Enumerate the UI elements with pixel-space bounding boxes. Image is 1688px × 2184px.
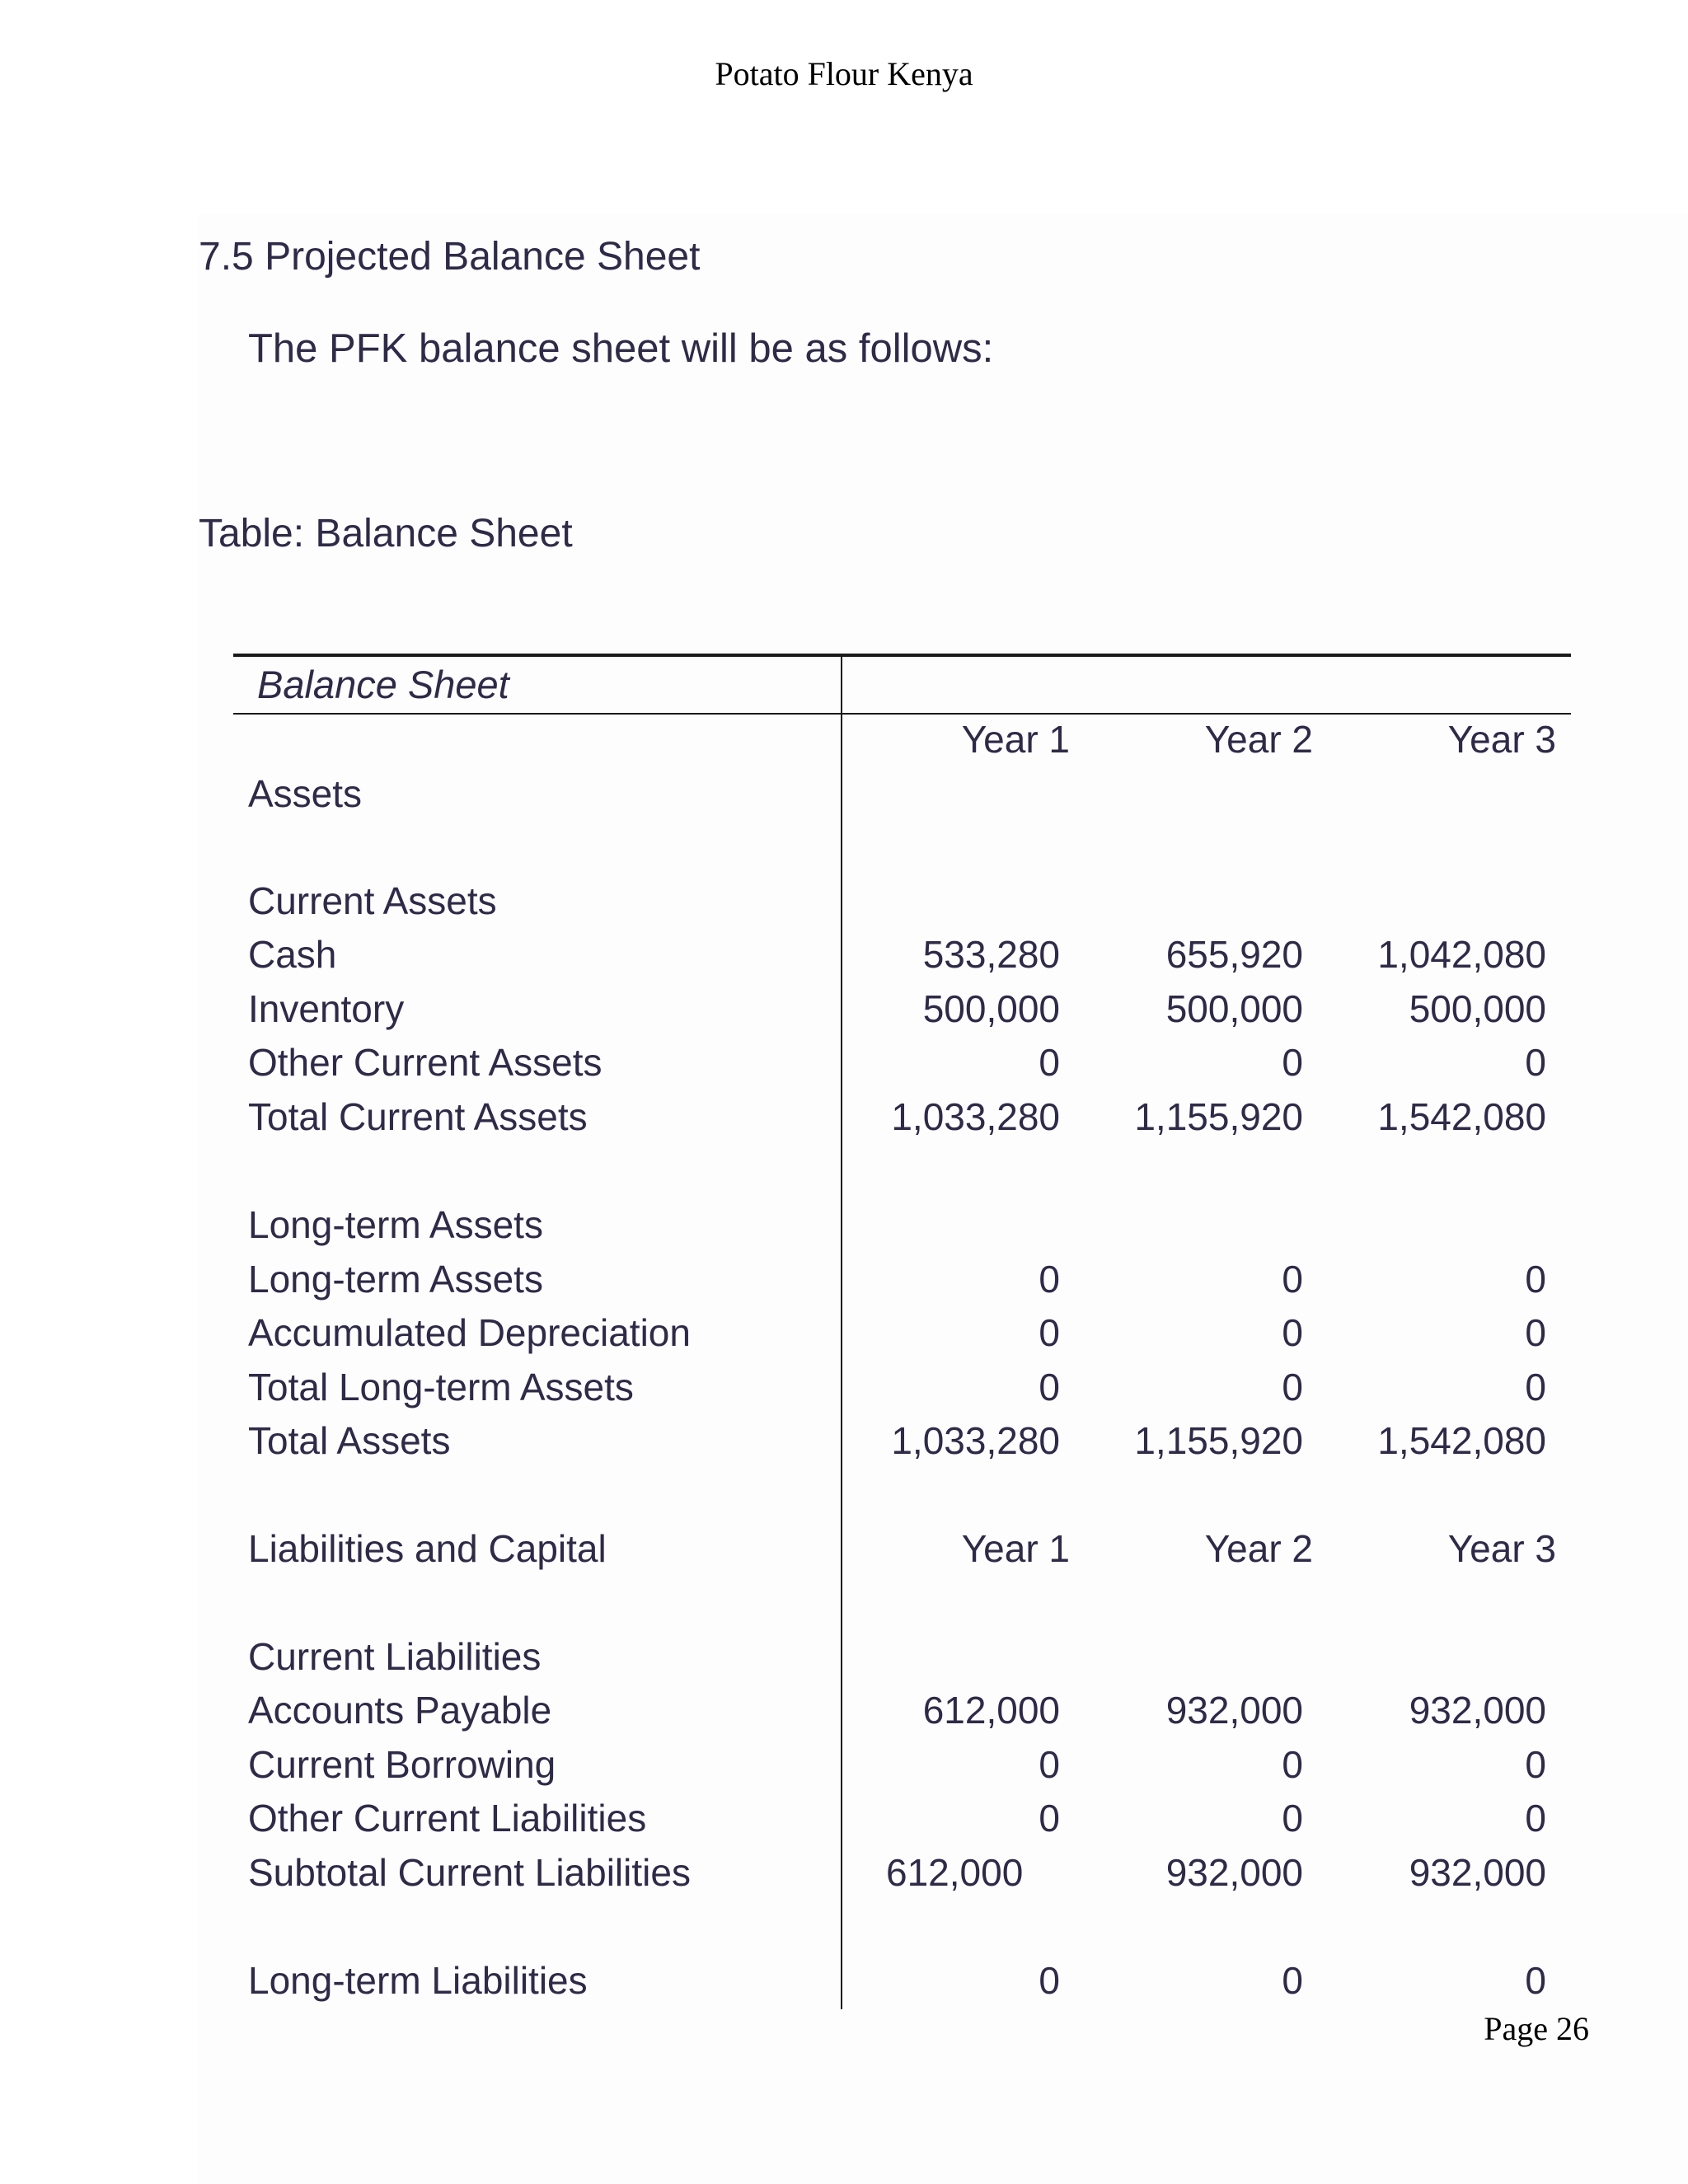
cell-accounts-payable-year-3: 932,000	[1409, 1689, 1546, 1732]
cell-inventory-year-2: 500,000	[1165, 987, 1303, 1030]
row-label-cash: Cash	[248, 933, 337, 976]
table-column-divider	[841, 655, 842, 2009]
table-header-rule	[233, 713, 1571, 715]
cell-accumulated-depreciation-year-1: 0	[1039, 1311, 1060, 1354]
cell-accumulated-depreciation-year-3: 0	[1525, 1311, 1546, 1354]
cell-current-borrowing-year-1: 0	[1039, 1743, 1060, 1786]
cell-accounts-payable-year-2: 932,000	[1165, 1689, 1303, 1732]
cell-total-assets-year-2: 1,155,920	[1134, 1419, 1303, 1462]
cell-current-borrowing-year-3: 0	[1525, 1743, 1546, 1786]
cell-current-borrowing-year-2: 0	[1282, 1743, 1303, 1786]
cell-accumulated-depreciation-year-2: 0	[1282, 1311, 1303, 1354]
liabilities-header-year-2: Year 2	[1204, 1527, 1313, 1570]
cell-other-current-assets-year-1: 0	[1039, 1041, 1060, 1084]
cell-inventory-year-1: 500,000	[922, 987, 1060, 1030]
row-label-long-term-assets: Long-term Assets	[248, 1258, 543, 1301]
cell-accounts-payable-year-1: 612,000	[922, 1689, 1060, 1732]
liabilities-heading: Liabilities and Capital	[248, 1527, 607, 1570]
row-label-total-assets: Total Assets	[248, 1419, 451, 1462]
assets-heading: Assets	[248, 772, 363, 815]
row-label-accumulated-depreciation: Accumulated Depreciation	[248, 1311, 691, 1354]
cell-total-assets-year-3: 1,542,080	[1377, 1419, 1546, 1462]
table-title: Balance Sheet	[257, 663, 509, 706]
cell-total-long-term-assets-year-1: 0	[1039, 1366, 1060, 1408]
current-assets-heading: Current Assets	[248, 879, 497, 922]
cell-long-term-liabilities-year-2: 0	[1282, 1959, 1303, 2002]
cell-long-term-assets-year-2: 0	[1282, 1258, 1303, 1301]
cell-total-assets-year-1: 1,033,280	[891, 1419, 1060, 1462]
row-label-inventory: Inventory	[248, 987, 405, 1030]
cell-cash-year-2: 655,920	[1165, 933, 1303, 976]
section-heading: 7.5 Projected Balance Sheet	[199, 235, 701, 279]
cell-other-current-liabilities-year-1: 0	[1039, 1797, 1060, 1840]
cell-cash-year-1: 533,280	[922, 933, 1060, 976]
intro-paragraph: The PFK balance sheet will be as follows:	[248, 326, 994, 371]
cell-subtotal-current-liabilities-year-3: 932,000	[1409, 1851, 1546, 1894]
row-label-other-current-assets: Other Current Assets	[248, 1041, 603, 1084]
row-label-other-current-liabilities: Other Current Liabilities	[248, 1797, 647, 1840]
cell-other-current-assets-year-3: 0	[1525, 1041, 1546, 1084]
cell-total-current-assets-year-3: 1,542,080	[1377, 1095, 1546, 1138]
column-header-year-1: Year 1	[961, 718, 1070, 761]
cell-long-term-liabilities-year-1: 0	[1039, 1959, 1060, 2002]
row-label-subtotal-current-liabilities: Subtotal Current Liabilities	[248, 1851, 691, 1894]
cell-long-term-assets-year-3: 0	[1525, 1258, 1546, 1301]
row-label-accounts-payable: Accounts Payable	[248, 1689, 552, 1732]
row-label-total-long-term-assets: Total Long-term Assets	[248, 1366, 634, 1408]
column-header-year-3: Year 3	[1447, 718, 1556, 761]
cell-subtotal-current-liabilities-year-1: 612,000	[886, 1851, 1024, 1894]
cell-total-current-assets-year-2: 1,155,920	[1134, 1095, 1303, 1138]
liabilities-header-year-3: Year 3	[1447, 1527, 1556, 1570]
cell-other-current-liabilities-year-3: 0	[1525, 1797, 1546, 1840]
row-label-current-borrowing: Current Borrowing	[248, 1743, 556, 1786]
column-header-year-2: Year 2	[1204, 718, 1313, 761]
cell-cash-year-3: 1,042,080	[1377, 933, 1546, 976]
cell-long-term-liabilities-year-3: 0	[1525, 1959, 1546, 2002]
cell-other-current-liabilities-year-2: 0	[1282, 1797, 1303, 1840]
cell-inventory-year-3: 500,000	[1409, 987, 1546, 1030]
cell-total-long-term-assets-year-2: 0	[1282, 1366, 1303, 1408]
cell-subtotal-current-liabilities-year-2: 932,000	[1165, 1851, 1303, 1894]
long-term-assets-heading: Long-term Assets	[248, 1203, 543, 1246]
liabilities-header-year-1: Year 1	[961, 1527, 1070, 1570]
current-liabilities-heading: Current Liabilities	[248, 1635, 542, 1678]
row-label-long-term-liabilities: Long-term Liabilities	[248, 1959, 588, 2002]
row-label-total-current-assets: Total Current Assets	[248, 1095, 588, 1138]
table-caption: Table: Balance Sheet	[199, 512, 573, 555]
cell-total-current-assets-year-1: 1,033,280	[891, 1095, 1060, 1138]
running-header: Potato Flour Kenya	[715, 55, 973, 92]
table-top-rule	[233, 654, 1571, 657]
cell-total-long-term-assets-year-3: 0	[1525, 1366, 1546, 1408]
cell-other-current-assets-year-2: 0	[1282, 1041, 1303, 1084]
page-number: Page 26	[1484, 2010, 1589, 2047]
cell-long-term-assets-year-1: 0	[1039, 1258, 1060, 1301]
